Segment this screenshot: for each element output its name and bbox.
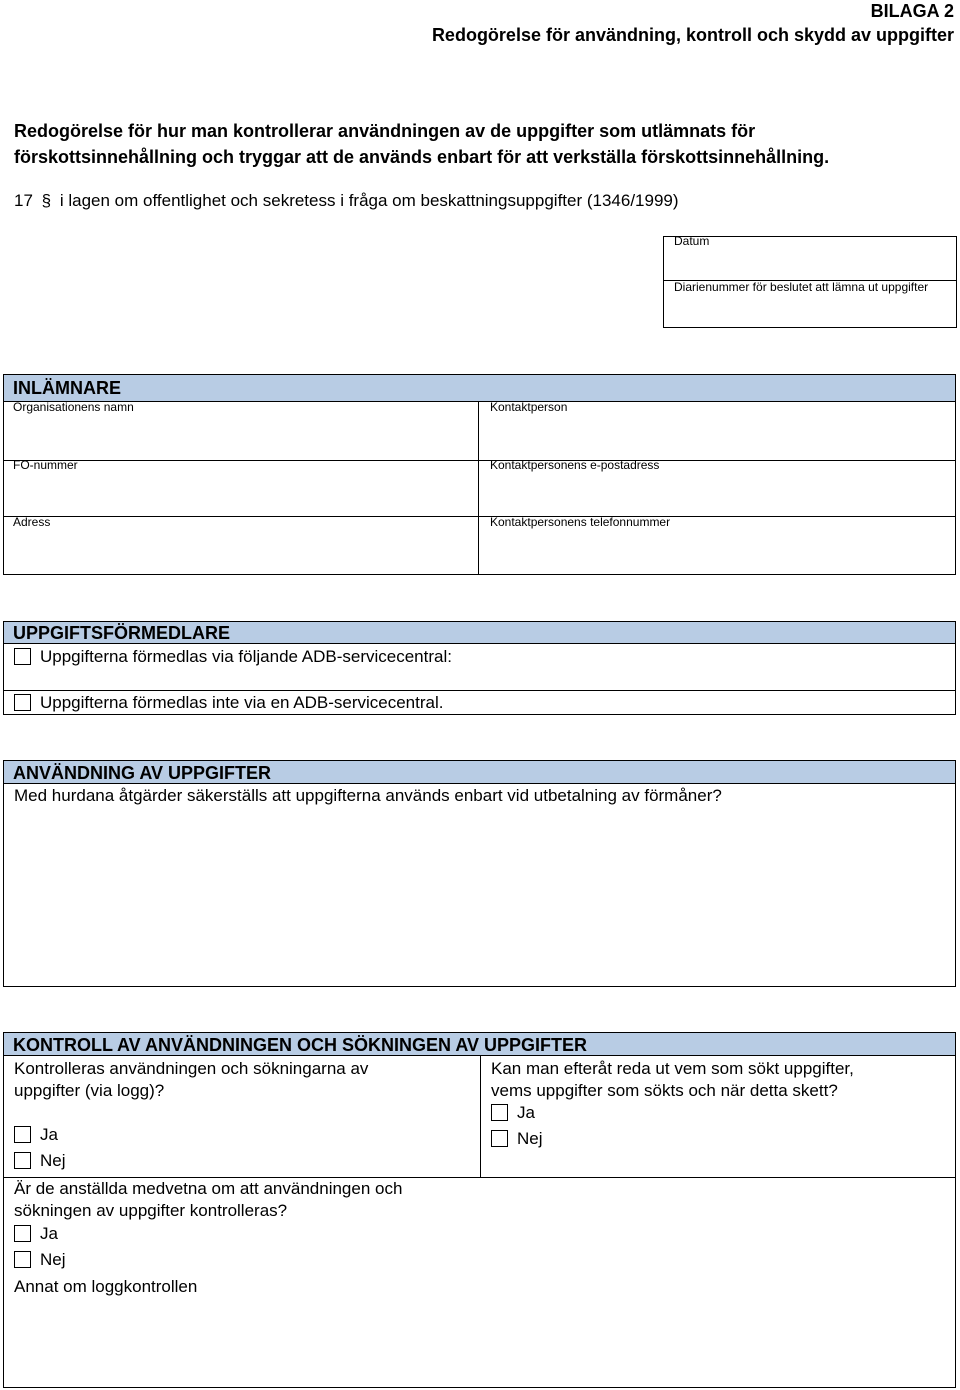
record-number-field[interactable] (664, 296, 956, 326)
control-header (3, 1032, 956, 1056)
q1-yes-option[interactable] (14, 1124, 58, 1146)
option-via-service-center[interactable] (14, 646, 452, 668)
intermediary-header (3, 621, 956, 644)
address-label: Adress (13, 515, 51, 529)
q2-yes-option[interactable] (491, 1102, 535, 1124)
attachment-label: BILAGA 2 (870, 1, 954, 21)
submitter-row-divider-1 (3, 460, 956, 461)
q1-no-checkbox[interactable] (14, 1152, 31, 1169)
usage-header (3, 760, 956, 784)
q2-no-label: Nej (517, 1129, 543, 1148)
usage-question: Med hurdana åtgärder säkerställs att uppgifterna används enbart vid utbetalning av förmåner? (14, 786, 722, 805)
q1-line1: Kontrolleras användningen och sökningarna av (14, 1059, 369, 1078)
other-log-control-field[interactable] (4, 1300, 955, 1387)
q1-yes-label: Ja (40, 1125, 58, 1144)
q3-yes-checkbox[interactable] (14, 1225, 31, 1242)
org-name-label: Organisationens namn (13, 400, 134, 414)
option-not-via-service-center[interactable] (14, 692, 443, 714)
usage-title: ANVÄNDNING AV UPPGIFTER (13, 763, 272, 783)
submitter-column-divider (478, 401, 479, 575)
control-title: KONTROLL AV ANVÄNDNINGEN OCH SÖKNINGEN AV UPPGIFTER (13, 1035, 588, 1055)
control-column-divider (480, 1055, 481, 1177)
q3-yes-option[interactable] (14, 1223, 58, 1245)
section-sign-icon: § (41, 191, 52, 210)
q1-question (14, 1058, 368, 1102)
submitter-header (3, 374, 956, 402)
address-field[interactable] (4, 531, 477, 574)
contact-phone-label: Kontaktpersonens telefonnummer (490, 515, 671, 529)
q3-line2: sökningen av uppgifter kontrolleras? (14, 1201, 288, 1220)
document-subtitle: Redogörelse för användning, kontroll och skydd av uppgifter (431, 25, 954, 45)
fo-number-field[interactable] (4, 474, 477, 515)
contact-phone-field[interactable] (480, 531, 955, 574)
q2-yes-label: Ja (517, 1103, 535, 1122)
intermediary-title: UPPGIFTSFÖRMEDLARE (13, 623, 231, 643)
q1-no-label: Nej (40, 1151, 66, 1170)
q2-question (491, 1058, 854, 1102)
intro-heading-line1: Redogörelse för hur man kontrollerar användningen av de uppgifter som utlämnats för (14, 121, 756, 141)
via-service-center-checkbox[interactable] (14, 648, 31, 665)
org-name-field[interactable] (4, 416, 477, 459)
q1-yes-checkbox[interactable] (14, 1126, 31, 1143)
q1-no-option[interactable] (14, 1150, 66, 1172)
q1-line2: uppgifter (via logg)? (14, 1081, 165, 1100)
q2-line1: Kan man efteråt reda ut vem som sökt uppgifter, (491, 1059, 854, 1078)
date-label: Datum (674, 234, 710, 248)
fo-number-label: FO-nummer (13, 458, 78, 472)
intermediary-divider (3, 690, 956, 691)
q3-yes-label: Ja (40, 1224, 58, 1243)
q3-no-option[interactable] (14, 1249, 66, 1271)
q2-no-option[interactable] (491, 1128, 543, 1150)
q3-line1: Är de anställda medvetna om att användningen och (14, 1179, 403, 1198)
contact-email-field[interactable] (480, 474, 955, 515)
submitter-title: INLÄMNARE (13, 378, 121, 398)
q2-no-checkbox[interactable] (491, 1130, 508, 1147)
usage-answer-field[interactable] (4, 810, 955, 986)
contact-person-label: Kontaktperson (490, 400, 568, 414)
date-field[interactable] (664, 250, 956, 278)
law-number: 17 (14, 191, 33, 210)
other-log-control-label: Annat om loggkontrollen (14, 1277, 198, 1296)
record-number-label: Diarienummer för beslutet att lämna ut uppgifter (674, 280, 929, 294)
q2-line2: vems uppgifter som sökts och när detta skett? (491, 1081, 838, 1100)
q3-question (14, 1178, 402, 1222)
option-not-via-label: Uppgifterna förmedlas inte via en ADB-servicecentral. (40, 693, 444, 712)
law-text: i lagen om offentlighet och sekretess i fråga om beskattningsuppgifter (1346/1999) (59, 191, 679, 210)
not-via-service-center-checkbox[interactable] (14, 694, 31, 711)
contact-person-field[interactable] (480, 416, 955, 459)
submitter-row-divider-2 (3, 516, 956, 517)
law-reference (14, 190, 679, 212)
option-via-label: Uppgifterna förmedlas via följande ADB-servicecentral: (40, 647, 452, 666)
intro-heading-line2: förskottsinnehållning och tryggar att de används enbart för att verkställa förskottsinnehållning. (14, 147, 830, 167)
q2-yes-checkbox[interactable] (491, 1104, 508, 1121)
contact-email-label: Kontaktpersonens e-postadress (490, 458, 660, 472)
q3-no-checkbox[interactable] (14, 1251, 31, 1268)
intro-heading (14, 118, 829, 170)
service-center-name-field[interactable] (520, 646, 950, 668)
q3-no-label: Nej (40, 1250, 66, 1269)
